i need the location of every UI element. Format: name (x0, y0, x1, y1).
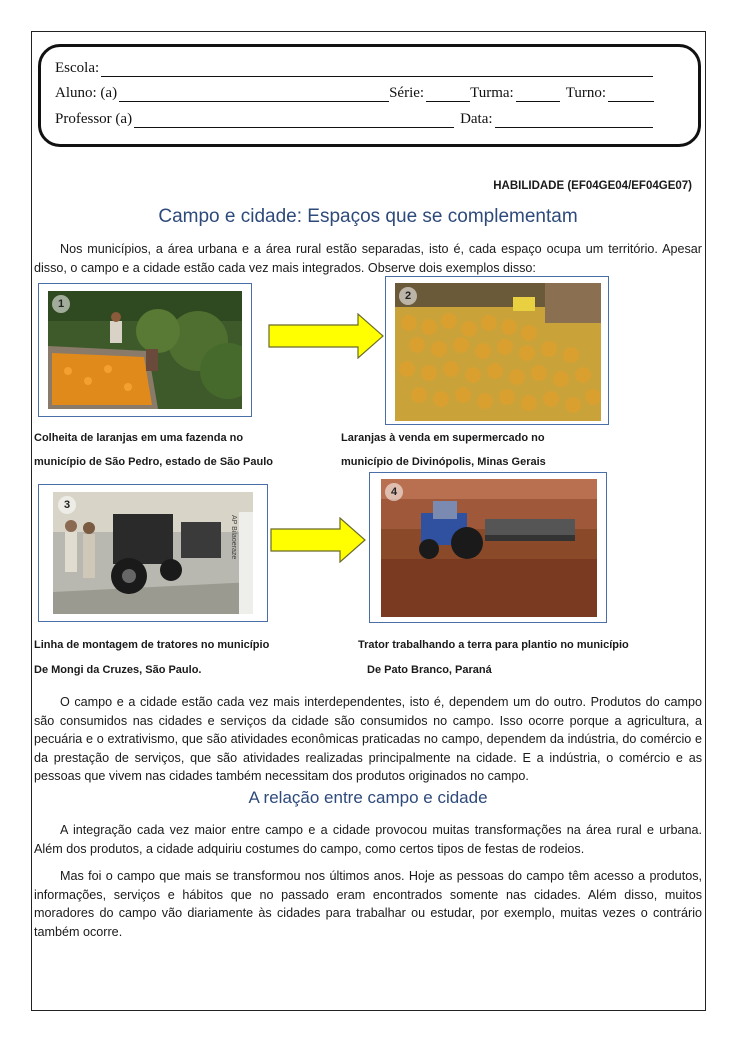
caption-photo-4-line-1: Trator trabalhando a terra para plantio no município (358, 639, 629, 651)
photo-number-badge: 2 (399, 287, 417, 305)
turma-field[interactable] (516, 87, 560, 102)
student-header-box (38, 44, 701, 147)
escola-field[interactable] (101, 62, 653, 77)
photo-number-badge: 3 (58, 496, 76, 514)
caption-photo-2-line-2: município de Divinópolis, Minas Gerais (341, 456, 546, 468)
orange-harvest-image (48, 291, 242, 409)
photo-number-badge: 1 (52, 295, 70, 313)
arrow-right-icon (270, 517, 366, 563)
professor-line (55, 111, 653, 128)
photo-oranges-supermarket (385, 276, 609, 425)
integration-paragraph: A integração cada vez maior entre campo e a cidade provocou muitas transformações na área rural e urbana. Além dos produtos, a cidade adquiriu costumes do campo, como certos tipos de festas de rodeios. (34, 823, 702, 856)
photo-number-badge: 4 (385, 483, 403, 501)
aluno-field[interactable] (119, 87, 389, 102)
aluno-line (55, 85, 654, 102)
caption-photo-1-line-2: município de São Pedro, estado de São Paulo (34, 456, 273, 468)
transformation-paragraph: Mas foi o campo que mais se transformou nos últimos anos. Hoje as pessoas do campo têm acesso a produtos, informações, serviços e hábitos que no passado eram encontrados somente nas cidades. Além disso, muitos moradores do campo vão diariamente às cidades para trabalhar ou estudar, por exemplo, muitas vezes o contrário também ocorre. (34, 869, 702, 939)
turno-label: Turno: (565, 85, 607, 101)
section-title: A relação entre campo e cidade (248, 788, 488, 807)
caption-photo-3-line-1: Linha de montagem de tratores no município (34, 639, 270, 651)
data-field[interactable] (495, 113, 653, 128)
turno-field[interactable] (608, 87, 654, 102)
turma-label: Turma: (470, 85, 514, 101)
photo-tractor-assembly (38, 484, 268, 622)
serie-field[interactable] (426, 87, 470, 102)
professor-field[interactable] (134, 113, 454, 128)
main-title: Campo e cidade: Espaços que se complementam (158, 206, 578, 227)
oranges-supermarket-image (395, 283, 601, 421)
caption-photo-4-line-2: De Pato Branco, Paraná (367, 664, 492, 676)
serie-label: Série: (389, 85, 425, 101)
caption-photo-1-line-1: Colheita de laranjas em uma fazenda no (34, 432, 244, 444)
tractor-plowing-image (381, 479, 597, 617)
escola-label: Escola: (55, 60, 100, 76)
photo-orange-harvest (38, 283, 252, 417)
tractor-assembly-image (53, 492, 253, 614)
photo-stamp: AP Bilaoeraze (230, 515, 237, 560)
photo-tractor-plowing (369, 472, 607, 623)
caption-photo-3-line-2: De Mongi da Cruzes, São Paulo. (34, 664, 202, 676)
professor-label: Professor (a) (55, 111, 133, 127)
arrow-right-icon (268, 313, 384, 359)
caption-photo-2-line-1: Laranjas à venda em supermercado no (341, 432, 545, 444)
escola-line (55, 60, 653, 77)
intro-paragraph: Nos municípios, a área urbana e a área rural estão separadas, isto é, cada espaço ocupa um território. Apesar disso, o campo e a cidade estão cada vez mais integrados. Observe dois exemplos disso: (34, 242, 702, 275)
habilidade-code: HABILIDADE (EF04GE04/EF04GE07) (493, 180, 692, 192)
interdependence-paragraph: O campo e a cidade estão cada vez mais interdependentes, isto é, dependem um do outro. Produtos do campo são consumidos nas cidades e serviços da cidade são consumidos no campo. Isso ocorre porque a agricultura, a pecuária e o extrativismo, que são atividades econômicas praticadas no campo, dependem da indústria, do comércio e da prestação de serviços, que são atividades realizadas principalmente na cidade. E a indústria, o comércio e as pessoas que vivem nas cidades também necessitam dos produtos originados no campo. (34, 695, 702, 784)
aluno-label: Aluno: (a) (55, 85, 118, 101)
data-label: Data: (460, 111, 493, 127)
